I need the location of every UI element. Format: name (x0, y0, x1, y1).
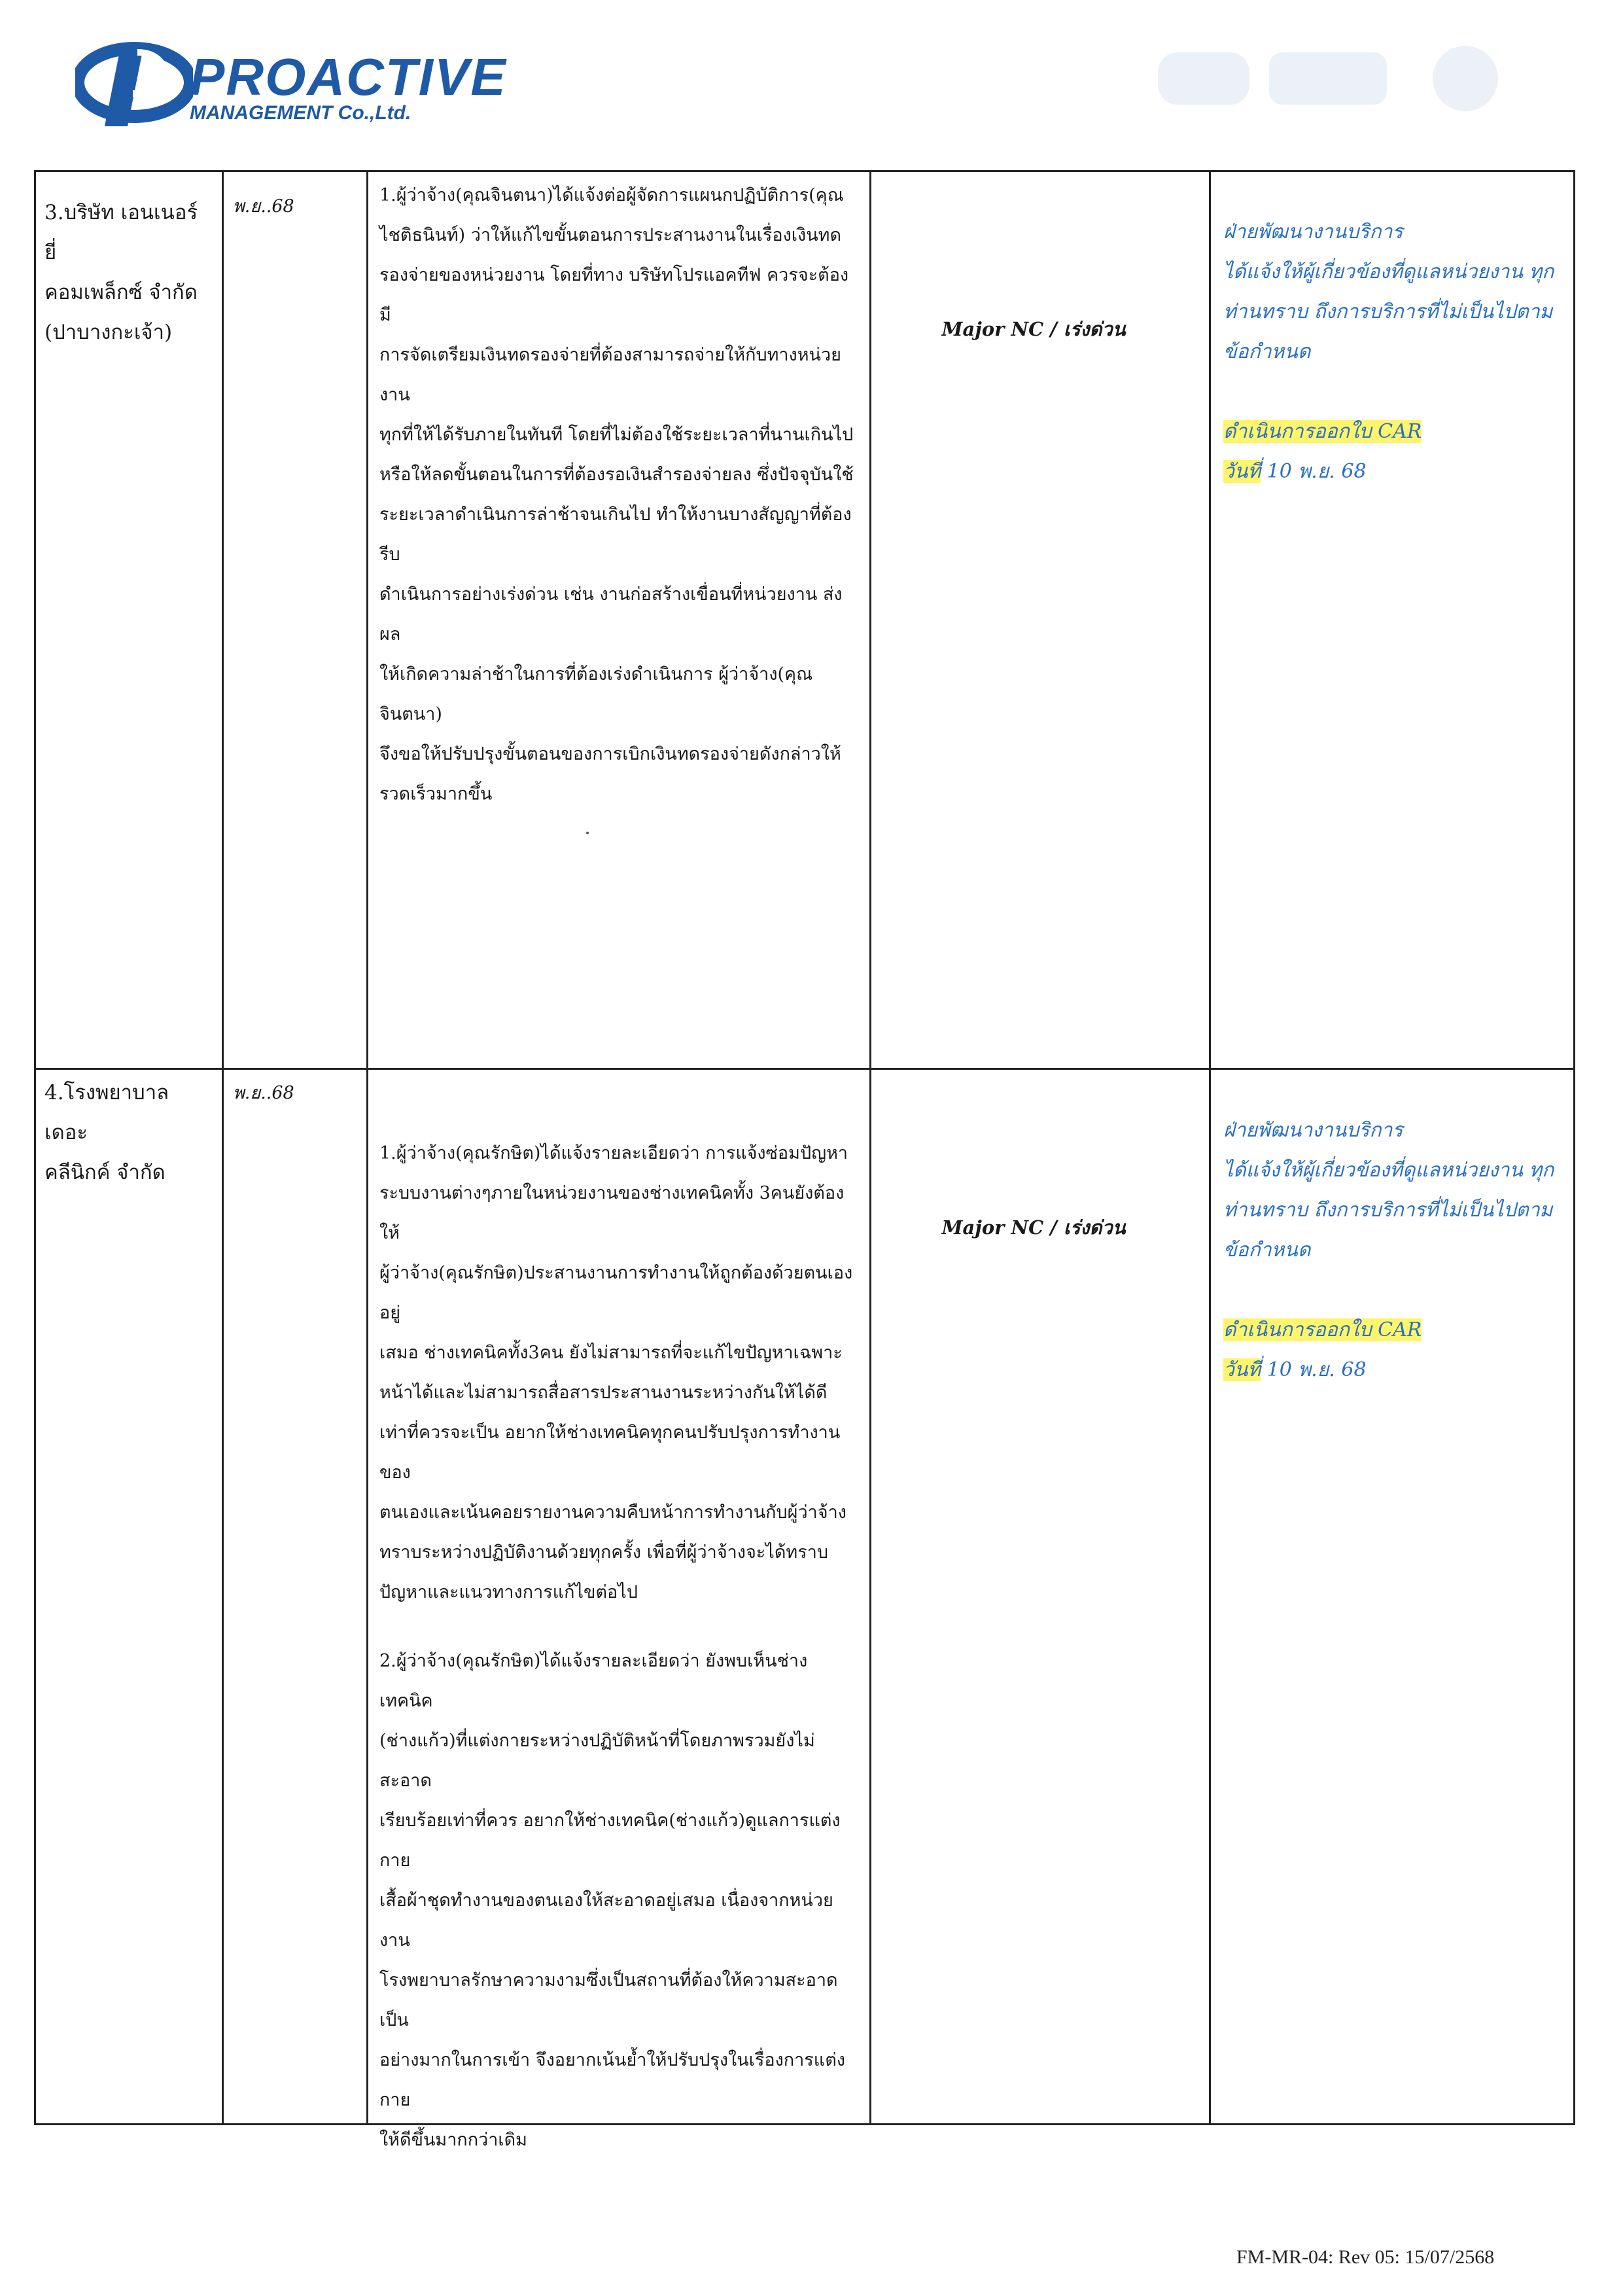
client-line: (ปาบางกะเจ้า) (44, 321, 173, 344)
detail-line: เท่าที่ควรจะเป็น อยากให้ช่างเทคนิคทุกคนปรับปรุงการทำงานของ (379, 1422, 841, 1483)
row-4-month: พ.ย..68 (233, 1083, 294, 1103)
row-4-client (44, 1073, 208, 1193)
detail-line: การจัดเตรียมเงินทดรองจ่ายที่ต้องสามารถจ่ายให้กับทางหน่วยงาน (379, 345, 841, 405)
logo-subtitle: MANAGEMENT Co.,Ltd. (190, 102, 411, 124)
car-date-label: วันที่ (1223, 460, 1261, 483)
logo-name: PROACTIVE (190, 48, 507, 106)
client-line: คลีนิกค์ จำกัด (44, 1161, 166, 1184)
detail-line: ระบบงานต่างๆภายในหน่วยงานของช่างเทคนิคทั้ง 3คนยังต้องให้ (379, 1183, 845, 1243)
detail-line: ปัญหาและแนวทางการแก้ไขต่อไป (379, 1582, 638, 1602)
row-3-details (379, 175, 857, 814)
client-line: คอมเพล็กซ์ จำกัด (44, 281, 198, 304)
detail-line: (ช่างแก้ว)ที่แต่งกายระหว่างปฏิบัติหน้าที่โดยภาพรวมยังไม่สะอาด (379, 1731, 815, 1791)
detail-line: ให้ดีขึ้นมากกว่าเดิม (379, 2130, 527, 2150)
detail-line: ผู้ว่าจ้าง(คุณรักษิต)ประสานงานการทำงานให้ถูกต้องด้วยตนเองอยู่ (379, 1263, 853, 1323)
row-4-severity: Major NC / เร่งด่วน (941, 1216, 1126, 1239)
action-line: ฝ่ายพัฒนางานบริการ (1223, 221, 1403, 243)
detail-line: โรงพยาบาลรักษาความงามซึ่งเป็นสถานที่ต้องให้ความสะอาดเป็น (379, 1970, 838, 2030)
proactive-logo-icon (75, 31, 193, 130)
detail-line: เรียบร้อยเท่าที่ควร อยากให้ช่างเทคนิค(ช่างแก้ว)ดูแลการแต่งกาย (379, 1810, 841, 1871)
detail-line: ให้เกิดความล่าช้าในการที่ต้องเร่งดำเนินการ ผู้ว่าจ้าง(คุณจินตนา) (379, 664, 813, 724)
detail-line: หน้าได้และไม่สามารถสื่อสารประสานงานระหว่างกันให้ได้ดี (379, 1383, 828, 1403)
action-line: ข้อกำหนด (1223, 340, 1311, 363)
detail-line: ทุกที่ให้ได้รับภายในทันที โดยที่ไม่ต้องใช้ระยะเวลาที่นานเกินไป (379, 425, 854, 445)
row-3-month: พ.ย..68 (233, 196, 294, 217)
detail-line: ดำเนินการอย่างเร่งด่วน เช่น งานก่อสร้างเขื่อนที่หน่วยงาน ส่งผล (379, 584, 843, 645)
detail-line: 2.ผู้ว่าจ้าง(คุณรักษิต)ได้แจ้งรายละเอียดว่า ยังพบเห็นช่างเทคนิค (379, 1651, 808, 1711)
detail-line: ทราบระหว่างปฏิบัติงานด้วยทุกครั้ง เพื่อที่ผู้ว่าจ้างจะได้ทราบ (379, 1542, 829, 1563)
detail-line: รวดเร็วมากขึ้น (379, 784, 493, 804)
row-4-action (1223, 1110, 1563, 1390)
car-date-label: วันที่ (1223, 1358, 1261, 1381)
detail-line: เสมอ ช่างเทคนิคทั้ง3คน ยังไม่สามารถที่จะแก้ไขปัญหาเฉพาะ (379, 1343, 843, 1363)
detail-line: หรือให้ลดขั้นตอนในการที่ต้องรอเงินสำรองจ่ายลง ซึ่งปัจจุบันใช้ (379, 465, 854, 485)
action-line: ฝ่ายพัฒนางานบริการ (1223, 1119, 1403, 1142)
detail-line: ระยะเวลาดำเนินการล่าช้าจนเกินไป ทำให้งานบางสัญญาที่ต้องรีบ (379, 504, 852, 565)
action-line: ได้แจ้งให้ผู้เกี่ยวข้องที่ดูแลหน่วยงาน ทุก (1223, 260, 1554, 283)
detail-line: เสื้อผ้าชุดทำงานของตนเองให้สะอาดอยู่เสมอ เนื่องจากหน่วยงาน (379, 1890, 833, 1951)
car-issued-label: ดำเนินการออกใบ CAR (1223, 420, 1422, 443)
form-revision-code: FM-MR-04: Rev 05: 15/07/2568 (1236, 2246, 1495, 2268)
client-line: 3.บริษัท เอนเนอร์ยี่ (44, 201, 198, 264)
row-3-action (1223, 212, 1563, 491)
row-4-details (379, 1133, 857, 1612)
action-line: ได้แจ้งให้ผู้เกี่ยวข้องที่ดูแลหน่วยงาน ทุก (1223, 1159, 1554, 1182)
row-3-severity: Major NC / เร่งด่วน (941, 318, 1126, 340)
detail-line: 1.ผู้ว่าจ้าง(คุณรักษิต)ได้แจ้งรายละเอียดว่า การแจ้งซ่อมปัญหา (379, 1143, 848, 1163)
row-4-details-2 (379, 1641, 857, 2160)
action-line: ท่านทราบ ถึงการบริการที่ไม่เป็นไปตาม (1223, 1199, 1553, 1222)
company-logo (75, 31, 507, 130)
action-line: ท่านทราบ ถึงการบริการที่ไม่เป็นไปตาม (1223, 300, 1553, 323)
car-issued-label: ดำเนินการออกใบ CAR (1223, 1318, 1422, 1341)
car-date: 10 พ.ย. 68 (1266, 1358, 1367, 1381)
action-line: ข้อกำหนด (1223, 1239, 1311, 1262)
detail-line: ตนเองและเน้นคอยรายงานความคืบหน้าการทำงานกับผู้ว่าจ้าง (379, 1502, 846, 1523)
car-date: 10 พ.ย. 68 (1266, 460, 1367, 483)
detail-line: อย่างมากในการเข้า จึงอยากเน้นย้ำให้ปรับปรุงในเรื่องการแต่งกาย (379, 2050, 845, 2110)
detail-line: ไชติธนินท์) ว่าให้แก้ไขขั้นตอนการประสานงานในเรื่องเงินทด (379, 225, 841, 245)
detail-line: 1.ผู้ว่าจ้าง(คุณจินตนา)ได้แจ้งต่อผู้จัดการแผนกปฏิบัติการ(คุณ (379, 185, 844, 205)
scan-speck (586, 832, 589, 834)
watermark-logo-icon (1158, 39, 1524, 118)
detail-line: จึงขอให้ปรับปรุงขั้นตอนของการเบิกเงินทดรองจ่ายดังกล่าวให้ (379, 744, 841, 764)
client-line: 4.โรงพยาบาลเดอะ (44, 1081, 169, 1144)
row-3-client (44, 193, 208, 353)
detail-line: รองจ่ายของหน่วยงาน โดยที่ทาง บริษัทโปรแอคทีฟ ควรจะต้องมี (379, 265, 849, 325)
